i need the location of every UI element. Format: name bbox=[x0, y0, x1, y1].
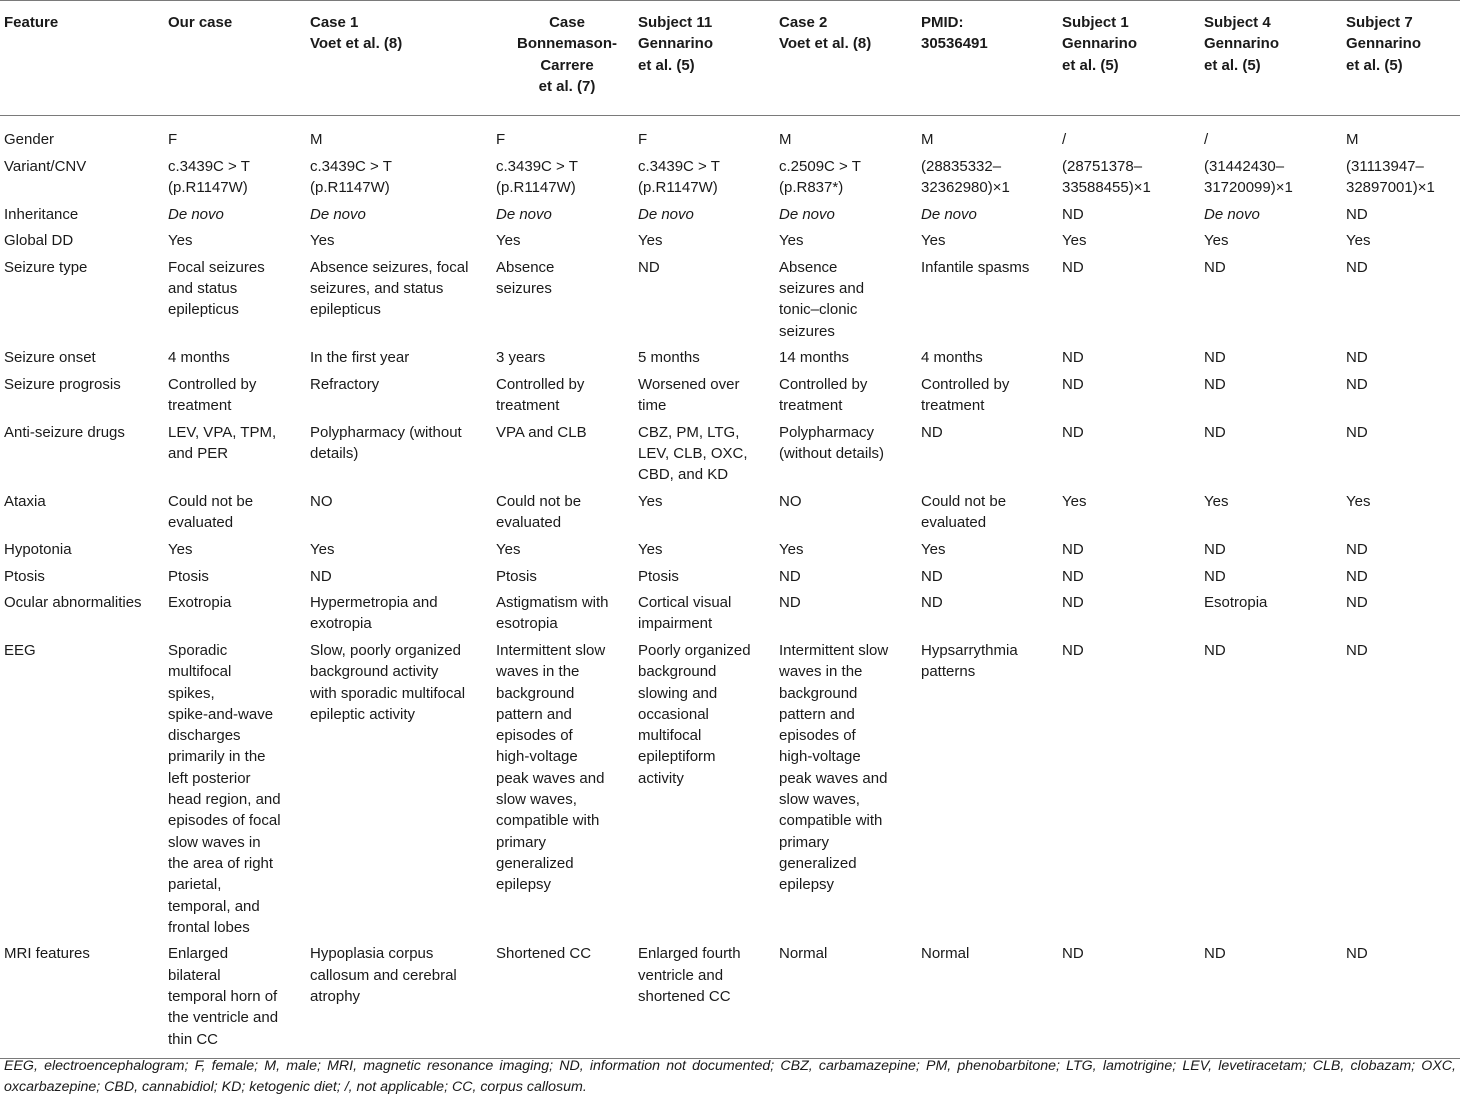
table-cell: Could not be evaluated bbox=[921, 493, 1007, 532]
table-cell: De novo bbox=[779, 205, 835, 223]
table-cell: De novo bbox=[310, 205, 366, 223]
table-row bbox=[0, 347, 1460, 374]
header-line: Case 2 bbox=[779, 14, 828, 31]
table-cell: ND bbox=[1346, 540, 1368, 558]
table-cell: Polypharmacy (without details) bbox=[310, 423, 462, 463]
feature-cell: Seizure type bbox=[4, 258, 88, 276]
header-line: Our case bbox=[168, 14, 233, 31]
table-cell: ND bbox=[1062, 641, 1084, 659]
table-cell: ND bbox=[779, 567, 801, 585]
table-cell: ND bbox=[1346, 567, 1368, 585]
table-cell: ND bbox=[1346, 205, 1368, 223]
table-cell: De novo bbox=[168, 205, 224, 223]
feature-cell: Seizure progrosis bbox=[4, 375, 121, 393]
table-cell: (28751378– 33588455)×1 bbox=[1062, 157, 1151, 197]
table-cell: In the first year bbox=[310, 349, 410, 367]
table-cell: Yes bbox=[921, 540, 946, 558]
table-cell: ND bbox=[1346, 641, 1368, 659]
feature-cell: Hypotonia bbox=[4, 540, 72, 558]
table-cell: Controlled by treatment bbox=[168, 375, 257, 415]
table-cell: ND bbox=[1204, 641, 1226, 659]
table-cell: 14 months bbox=[779, 349, 850, 367]
header-column bbox=[168, 0, 310, 116]
table-cell: NO bbox=[310, 493, 333, 511]
header-line: Case 1 bbox=[310, 14, 359, 31]
table-cell: ND bbox=[1204, 349, 1226, 367]
table-cell: Cortical visual impairment bbox=[638, 594, 732, 633]
table-cell: Yes bbox=[638, 493, 663, 511]
header-column bbox=[1204, 0, 1346, 116]
table-cell: Yes bbox=[638, 232, 663, 250]
header-line: et al. (5) bbox=[1204, 56, 1261, 74]
table-cell: Yes bbox=[921, 232, 946, 250]
table-cell: Yes bbox=[779, 232, 804, 250]
table-cell: ND bbox=[921, 423, 943, 441]
table-cell: Controlled by treatment bbox=[921, 375, 1010, 415]
table-cell: ND bbox=[1204, 540, 1226, 558]
table-footnote: EEG, electroencephalogram; F, female; M, male; MRI, magnetic resonance imaging; ND, information not documented; CBZ, carbamazepine; PM, phenobarbitone; LTG, lamotrigine; LEV, levetiracetam; CLB, clobazam; OXC, oxcarbazepine; CBD, cannabidiol; KD; ketogenic diet; /, not applicable; CC, corpus callosum. bbox=[4, 1058, 1456, 1095]
table-cell: Yes bbox=[496, 232, 521, 250]
header-line: 30536491 bbox=[921, 35, 988, 53]
table-cell: LEV, VPA, TPM, and PER bbox=[168, 423, 277, 463]
table-cell: Enlarged bilateral temporal horn of the ventricle and thin CC bbox=[168, 945, 279, 1048]
table-cell: M bbox=[310, 131, 323, 149]
table-cell: 5 months bbox=[638, 349, 700, 367]
header-line: Subject 1 bbox=[1062, 14, 1129, 31]
table-cell: Normal bbox=[921, 945, 970, 963]
table-cell: ND bbox=[1346, 423, 1368, 441]
header-column bbox=[1346, 0, 1460, 116]
table-cell: Exotropia bbox=[168, 594, 232, 612]
table-row bbox=[0, 539, 1460, 566]
feature-cell: Global DD bbox=[4, 232, 74, 250]
header-line: Case bbox=[549, 14, 585, 31]
table-cell: M bbox=[921, 131, 934, 149]
table-row bbox=[0, 116, 1460, 156]
table-cell: ND bbox=[1062, 375, 1084, 393]
header-line: Gennarino bbox=[1204, 35, 1280, 53]
feature-cell: Ocular abnormalities bbox=[4, 594, 142, 612]
table-cell: Yes bbox=[1204, 493, 1229, 511]
table-cell: Hypoplasia corpus callosum and cerebral atrophy bbox=[310, 945, 457, 1006]
header-line: Subject 7 bbox=[1346, 14, 1413, 31]
table-cell: Normal bbox=[779, 945, 828, 963]
table-cell: F bbox=[496, 131, 506, 149]
feature-cell: Gender bbox=[4, 131, 55, 149]
table-cell: Yes bbox=[310, 540, 335, 558]
table-cell: Astigmatism with esotropia bbox=[496, 594, 609, 633]
table-cell: ND bbox=[1204, 567, 1226, 585]
table-cell: Yes bbox=[638, 540, 663, 558]
table-cell: Ptosis bbox=[496, 567, 537, 585]
table-cell: Absence seizures, focal seizures, and status epilepticus bbox=[310, 258, 469, 319]
table-cell: ND bbox=[1204, 375, 1226, 393]
table-cell: Poorly organized background slowing and occasional multifocal epileptiform activity bbox=[638, 641, 751, 787]
feature-cell: Variant/CNV bbox=[4, 157, 87, 175]
table-row bbox=[0, 640, 1460, 943]
table-cell: Yes bbox=[168, 232, 193, 250]
table-cell: Ptosis bbox=[168, 567, 209, 585]
table-cell: ND bbox=[1346, 258, 1368, 276]
table-row bbox=[0, 257, 1460, 347]
table-row bbox=[0, 943, 1460, 1058]
table-cell: Yes bbox=[779, 540, 804, 558]
feature-cell: Seizure onset bbox=[4, 349, 96, 367]
table-cell: Yes bbox=[1062, 493, 1087, 511]
table-row bbox=[0, 491, 1460, 539]
table-row bbox=[0, 566, 1460, 593]
table-cell: ND bbox=[1062, 349, 1084, 367]
table-cell: F bbox=[168, 131, 178, 149]
table-cell: Yes bbox=[310, 232, 335, 250]
header-line: et al. (5) bbox=[638, 56, 695, 74]
table-cell: c.3439C > T (p.R1147W) bbox=[496, 157, 578, 197]
table-row bbox=[0, 230, 1460, 257]
table-cell: Hypermetropia and exotropia bbox=[310, 594, 438, 633]
table-cell: / bbox=[1062, 131, 1067, 149]
header-line: Gennarino bbox=[1346, 35, 1422, 53]
table-cell: M bbox=[779, 131, 792, 149]
table-cell: / bbox=[1204, 131, 1209, 149]
header-feature bbox=[0, 0, 168, 116]
feature-cell: MRI features bbox=[4, 945, 90, 963]
table-cell: De novo bbox=[496, 205, 552, 223]
table-cell: Yes bbox=[1204, 232, 1229, 250]
header-line: Carrere bbox=[540, 56, 594, 74]
table-cell: ND bbox=[638, 258, 660, 276]
table-cell: Absence seizures and tonic–clonic seizures bbox=[779, 258, 865, 340]
table-cell: (31113947– 32897001)×1 bbox=[1346, 157, 1435, 197]
header-line: Voet et al. (8) bbox=[779, 35, 872, 53]
table-body bbox=[0, 116, 1460, 1059]
table-cell: NO bbox=[779, 493, 802, 511]
table-cell: ND bbox=[1062, 567, 1084, 585]
table-cell: 3 years bbox=[496, 349, 546, 367]
table-cell: c.3439C > T (p.R1147W) bbox=[310, 157, 392, 197]
table-cell: Yes bbox=[1062, 232, 1087, 250]
table-cell: ND bbox=[921, 567, 943, 585]
header-column bbox=[496, 0, 638, 116]
table-cell: Intermittent slow waves in the background pattern and episodes of high-voltage peak waves and slow waves, compatible with primary generalized epilepsy bbox=[779, 641, 889, 894]
table-cell: Refractory bbox=[310, 375, 380, 393]
table-cell: ND bbox=[1346, 349, 1368, 367]
table-cell: Controlled by treatment bbox=[496, 375, 585, 415]
header-column bbox=[779, 0, 921, 116]
feature-cell: Inheritance bbox=[4, 205, 79, 223]
table-cell: ND bbox=[310, 567, 332, 585]
table-cell: De novo bbox=[921, 205, 977, 223]
table-cell: (31442430– 31720099)×1 bbox=[1204, 157, 1293, 197]
header-line: Gennarino bbox=[638, 35, 714, 53]
table-cell: Ptosis bbox=[638, 567, 679, 585]
feature-cell: Ataxia bbox=[4, 493, 46, 511]
table-cell: Hypsarrythmia patterns bbox=[921, 641, 1018, 681]
table-cell: CBZ, PM, LTG, LEV, CLB, OXC, CBD, and KD bbox=[638, 423, 748, 484]
table-row bbox=[0, 156, 1460, 204]
table-cell: c.3439C > T (p.R1147W) bbox=[638, 157, 720, 197]
feature-cell: Ptosis bbox=[4, 567, 45, 585]
table-cell: F bbox=[638, 131, 648, 149]
table-header bbox=[0, 0, 1460, 116]
table-cell: Yes bbox=[496, 540, 521, 558]
table-cell: Focal seizures and status epilepticus bbox=[168, 258, 265, 319]
feature-cell: Anti-seizure drugs bbox=[4, 423, 125, 441]
table-cell: Could not be evaluated bbox=[168, 493, 254, 532]
table-cell: Yes bbox=[1346, 232, 1371, 250]
table-row bbox=[0, 422, 1460, 491]
table-row bbox=[0, 374, 1460, 422]
table-cell: c.2509C > T (p.R837*) bbox=[779, 157, 861, 197]
table-cell: ND bbox=[1346, 945, 1368, 963]
table-cell: Shortened CC bbox=[496, 945, 592, 963]
table-row bbox=[0, 204, 1460, 231]
header-line: Subject 11 bbox=[638, 14, 713, 31]
header-column bbox=[638, 0, 779, 116]
table-cell: ND bbox=[1346, 594, 1368, 612]
table-cell: Absence seizures bbox=[496, 258, 555, 298]
table-cell: Yes bbox=[1346, 493, 1371, 511]
table-cell: ND bbox=[1204, 945, 1226, 963]
table-cell: Slow, poorly organized background activity with sporadic multifocal epileptic activity bbox=[310, 641, 466, 723]
table-cell: ND bbox=[921, 594, 943, 612]
header-column bbox=[1062, 0, 1204, 116]
header-line: et al. (5) bbox=[1062, 56, 1119, 74]
header-line: PMID: bbox=[921, 14, 964, 31]
table-cell: ND bbox=[1204, 258, 1226, 276]
table-cell: De novo bbox=[638, 205, 694, 223]
header-line: Voet et al. (8) bbox=[310, 35, 403, 53]
table-cell: Esotropia bbox=[1204, 594, 1268, 612]
table-cell: De novo bbox=[1204, 205, 1260, 223]
table-cell: ND bbox=[1062, 205, 1084, 223]
table-cell: Worsened over time bbox=[638, 375, 740, 415]
header-line: Bonnemason- bbox=[516, 35, 617, 53]
table-cell: 4 months bbox=[168, 349, 230, 367]
table-cell: Enlarged fourth ventricle and shortened CC bbox=[638, 945, 741, 1006]
header-line: et al. (7) bbox=[538, 77, 596, 95]
table-cell: ND bbox=[779, 594, 801, 612]
table-cell: 4 months bbox=[921, 349, 983, 367]
table-cell: ND bbox=[1062, 594, 1084, 612]
header-line: Feature bbox=[4, 14, 59, 31]
header-row bbox=[0, 0, 1460, 116]
header-column bbox=[310, 0, 496, 116]
table-cell: Sporadic multifocal spikes, spike-and-wave discharges primarily in the left posterior head region, and episodes of focal slow waves in the area of right parietal, temporal, and frontal lobes bbox=[168, 641, 281, 936]
table-cell: Yes bbox=[168, 540, 193, 558]
table-cell: ND bbox=[1062, 258, 1084, 276]
table-cell: (28835332– 32362980)×1 bbox=[921, 157, 1010, 197]
table-cell: ND bbox=[1204, 423, 1226, 441]
header-line: Gennarino bbox=[1062, 35, 1138, 53]
table-cell: Intermittent slow waves in the background pattern and episodes of high-voltage peak waves and slow waves, compatible with primary generalized epilepsy bbox=[496, 641, 606, 894]
feature-cell: EEG bbox=[4, 641, 36, 659]
header-line: et al. (5) bbox=[1346, 56, 1403, 74]
table-cell: Polypharmacy (without details) bbox=[779, 423, 885, 463]
table-cell: Controlled by treatment bbox=[779, 375, 868, 415]
table-cell: VPA and CLB bbox=[496, 423, 587, 441]
table-cell: ND bbox=[1062, 945, 1084, 963]
table-cell: c.3439C > T (p.R1147W) bbox=[168, 157, 250, 197]
header-column bbox=[921, 0, 1062, 116]
table-cell: ND bbox=[1346, 375, 1368, 393]
table-cell: Infantile spasms bbox=[921, 258, 1030, 276]
table-cell: M bbox=[1346, 131, 1359, 149]
header-line: Subject 4 bbox=[1204, 14, 1271, 31]
table-row bbox=[0, 592, 1460, 640]
table-cell: ND bbox=[1062, 540, 1084, 558]
table-cell: ND bbox=[1062, 423, 1084, 441]
table-cell: Could not be evaluated bbox=[496, 493, 582, 532]
